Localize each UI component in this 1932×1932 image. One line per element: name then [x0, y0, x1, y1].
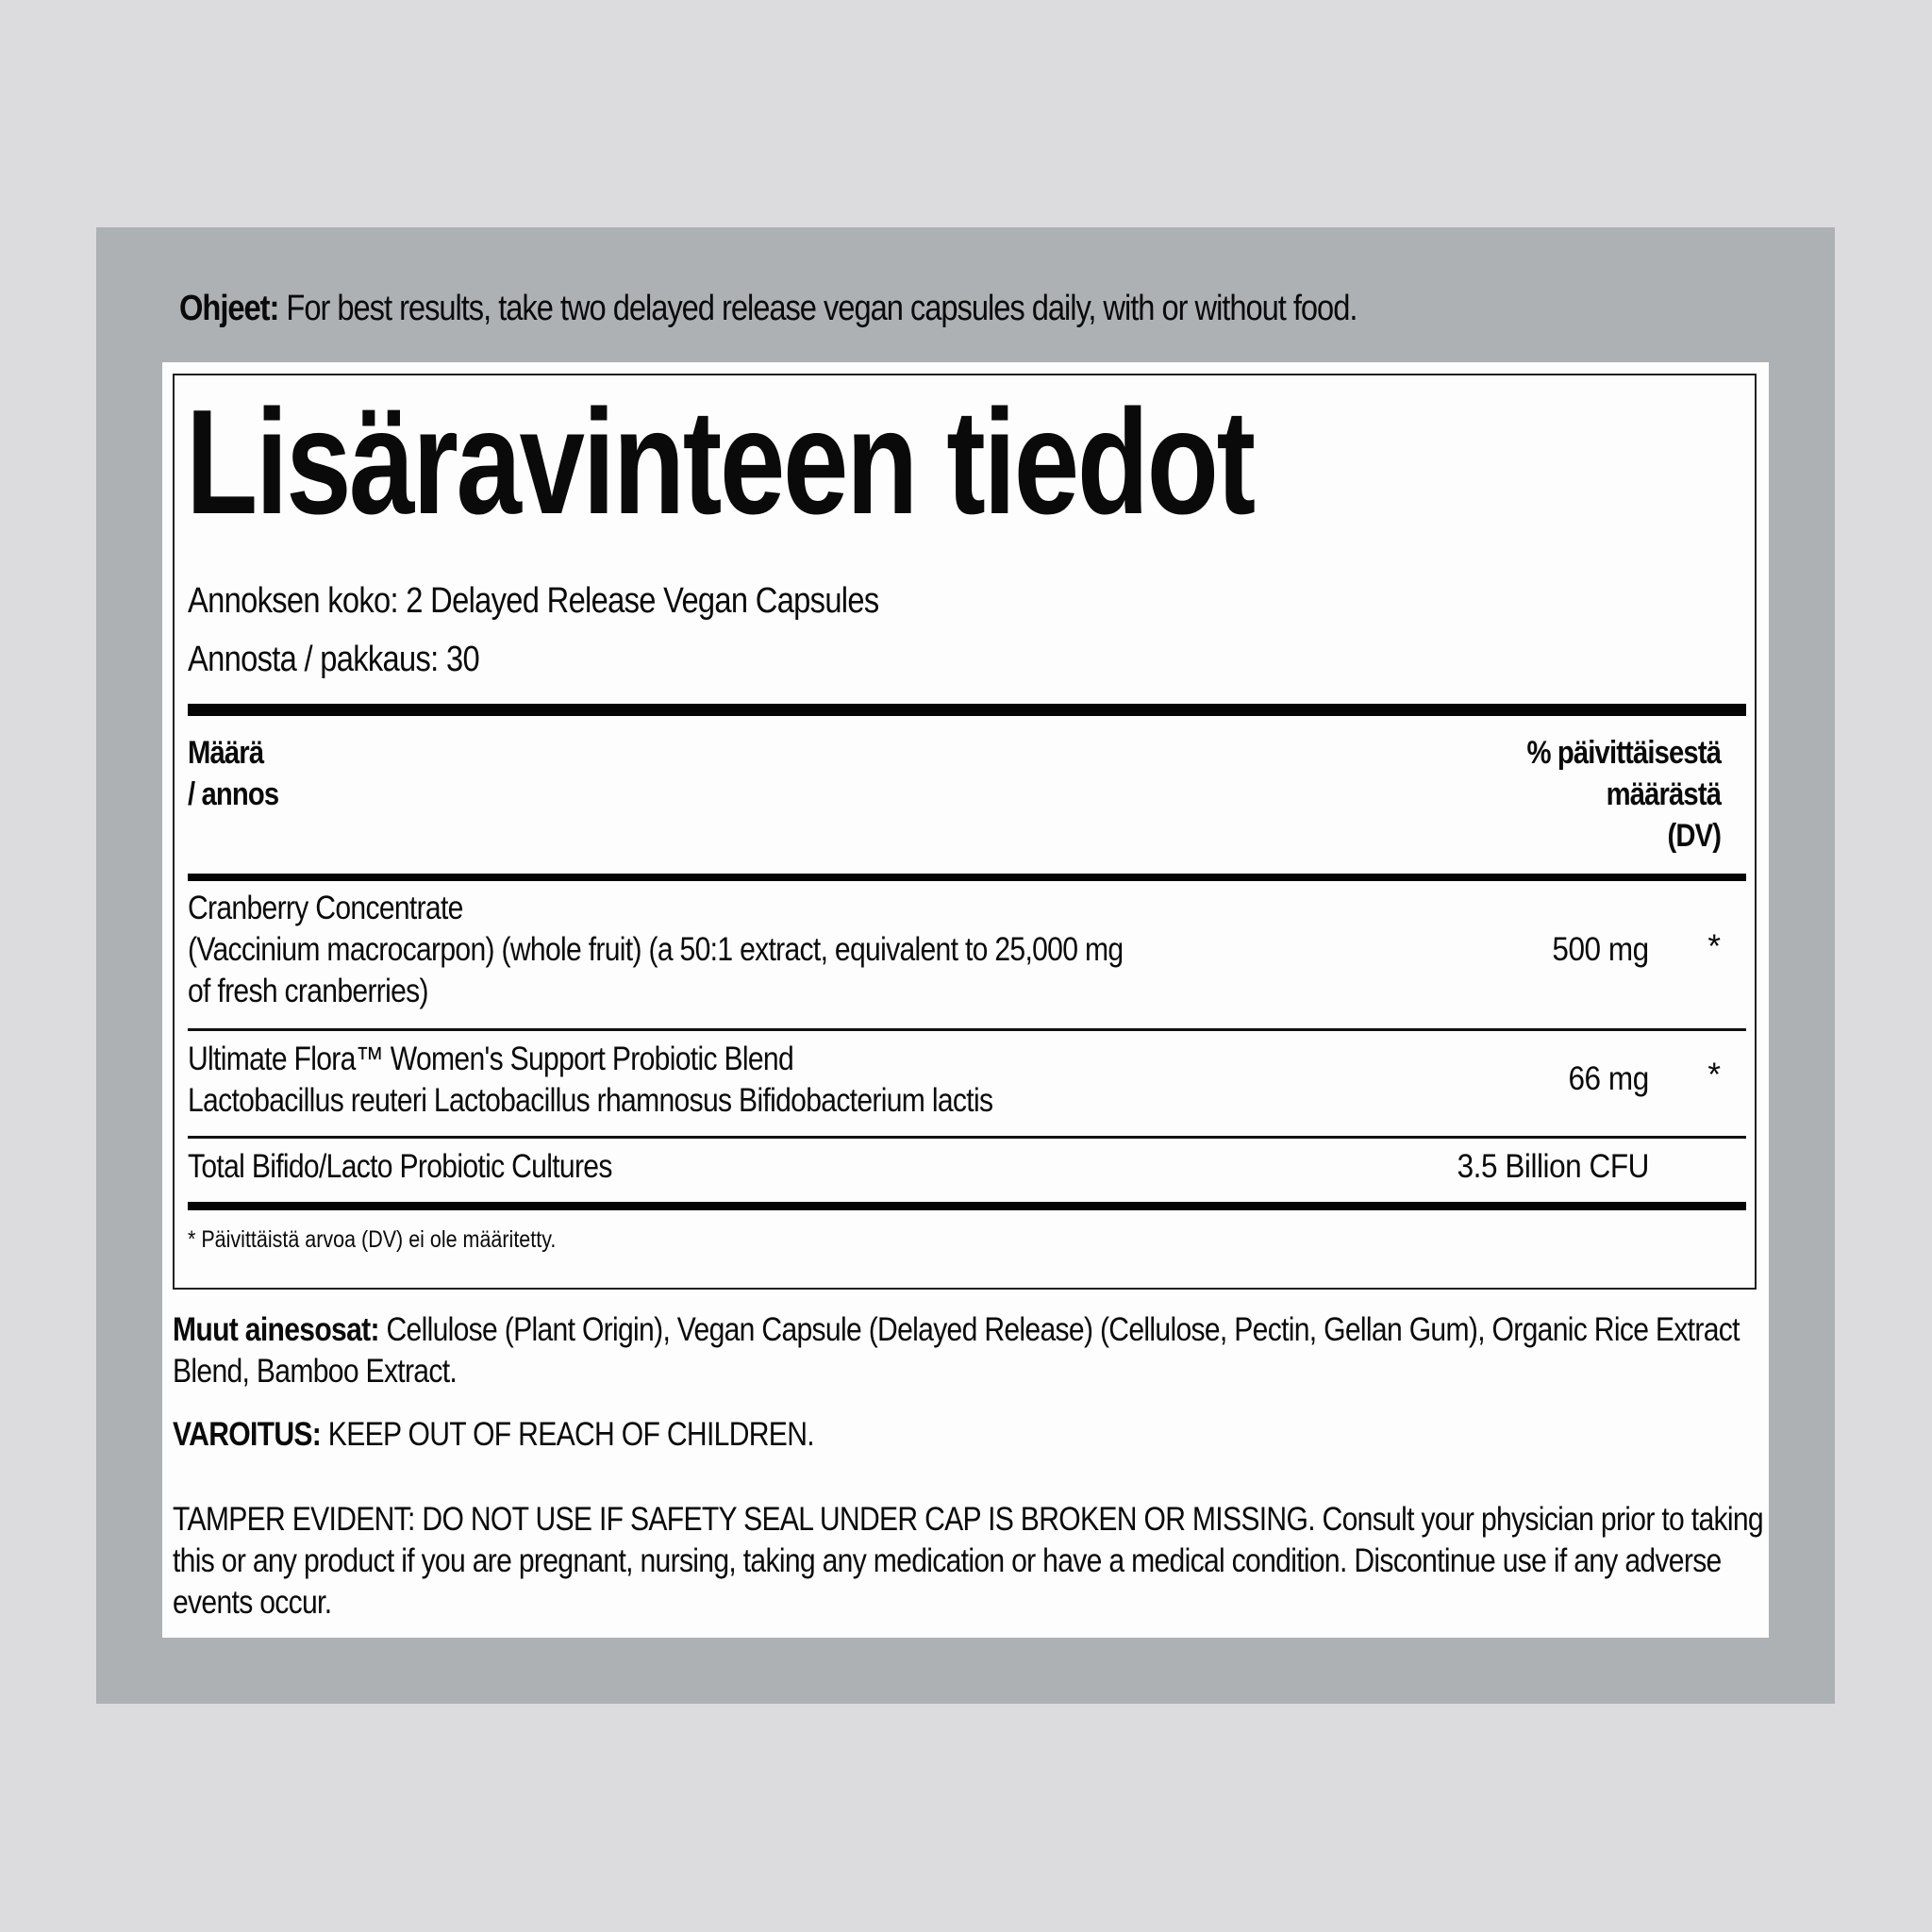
- servings-per-container: Annosta / pakkaus: 30: [188, 640, 479, 679]
- nutrient-name: Ultimate Flora™ Women's Support Probiotic Blend: [188, 1041, 794, 1077]
- warning-text: KEEP OUT OF REACH OF CHILDREN.: [321, 1416, 814, 1453]
- nutrient-row-probiotic-blend: [188, 1039, 992, 1122]
- amount-per-serving-header: [188, 732, 278, 815]
- divider-thick: [188, 704, 1746, 716]
- daily-value-header: [1526, 732, 1721, 857]
- nutrient-dv: *: [1707, 928, 1721, 965]
- nutrient-detail: (Vaccinium macrocarpon) (whole fruit) (a 50:1 extract, equivalent to 25,000 mg: [188, 931, 1124, 968]
- facts-title: Lisäravinteen tiedot: [186, 379, 1254, 545]
- serving-size: Annoksen koko: 2 Delayed Release Vegan Capsules: [188, 581, 879, 621]
- nutrient-dv: *: [1707, 1057, 1721, 1093]
- tamper-evident-notice: TAMPER EVIDENT: DO NOT USE IF SAFETY SEAL UNDER CAP IS BROKEN OR MISSING. Consult your physician prior to taking this or any product if you are pregnant, nursing, taking any medication or have a medical condition. Discontinue use if any adverse events occur.: [173, 1501, 1763, 1621]
- header-left-line2: / annos: [188, 776, 279, 812]
- nutrient-row-total-cultures: [188, 1146, 612, 1188]
- other-ingredients-label: Muut ainesosat:: [173, 1311, 379, 1348]
- divider-bottom: [188, 1202, 1746, 1210]
- divider-header: [188, 874, 1746, 881]
- other-ingredients: [173, 1309, 1779, 1392]
- nutrient-name: Cranberry Concentrate: [188, 890, 463, 926]
- divider-row: [188, 1028, 1746, 1031]
- nutrient-detail: Lactobacillus reuteri Lactobacillus rhamnosus Bifidobacterium lactis: [188, 1082, 993, 1119]
- nutrient-amount: 66 mg: [1568, 1060, 1649, 1097]
- directions-label: Ohjeet:: [179, 289, 279, 328]
- dv-footnote: * Päivittäistä arvoa (DV) ei ole määritetty.: [188, 1226, 557, 1253]
- nutrient-name: Total Bifido/Lacto Probiotic Cultures: [188, 1148, 612, 1185]
- other-ingredients-text: Cellulose (Plant Origin), Vegan Capsule (Delayed Release) (Cellulose, Pectin, Gellan Gum), Organic Rice Extract Blend, Bamboo Extract.: [173, 1311, 1740, 1390]
- directions-body: For best results, take two delayed release vegan capsules daily, with or without food.: [278, 289, 1357, 328]
- header-right-line1: % päivittäisestä: [1526, 735, 1721, 771]
- nutrient-amount: 3.5 Billion CFU: [1457, 1148, 1649, 1185]
- divider-row: [188, 1136, 1746, 1139]
- nutrient-amount: 500 mg: [1552, 931, 1649, 968]
- warning-label: VAROITUS:: [173, 1416, 322, 1453]
- directions-text: [179, 289, 1357, 329]
- warning: [173, 1414, 1779, 1456]
- header-left-line1: Määrä: [188, 735, 264, 771]
- header-right-line3: (DV): [1667, 818, 1721, 854]
- nutrient-row-cranberry: [188, 888, 1123, 1012]
- header-right-line2: määrästä: [1606, 776, 1721, 812]
- supplement-facts-box: [173, 374, 1757, 1290]
- nutrient-detail: of fresh cranberries): [188, 973, 428, 1009]
